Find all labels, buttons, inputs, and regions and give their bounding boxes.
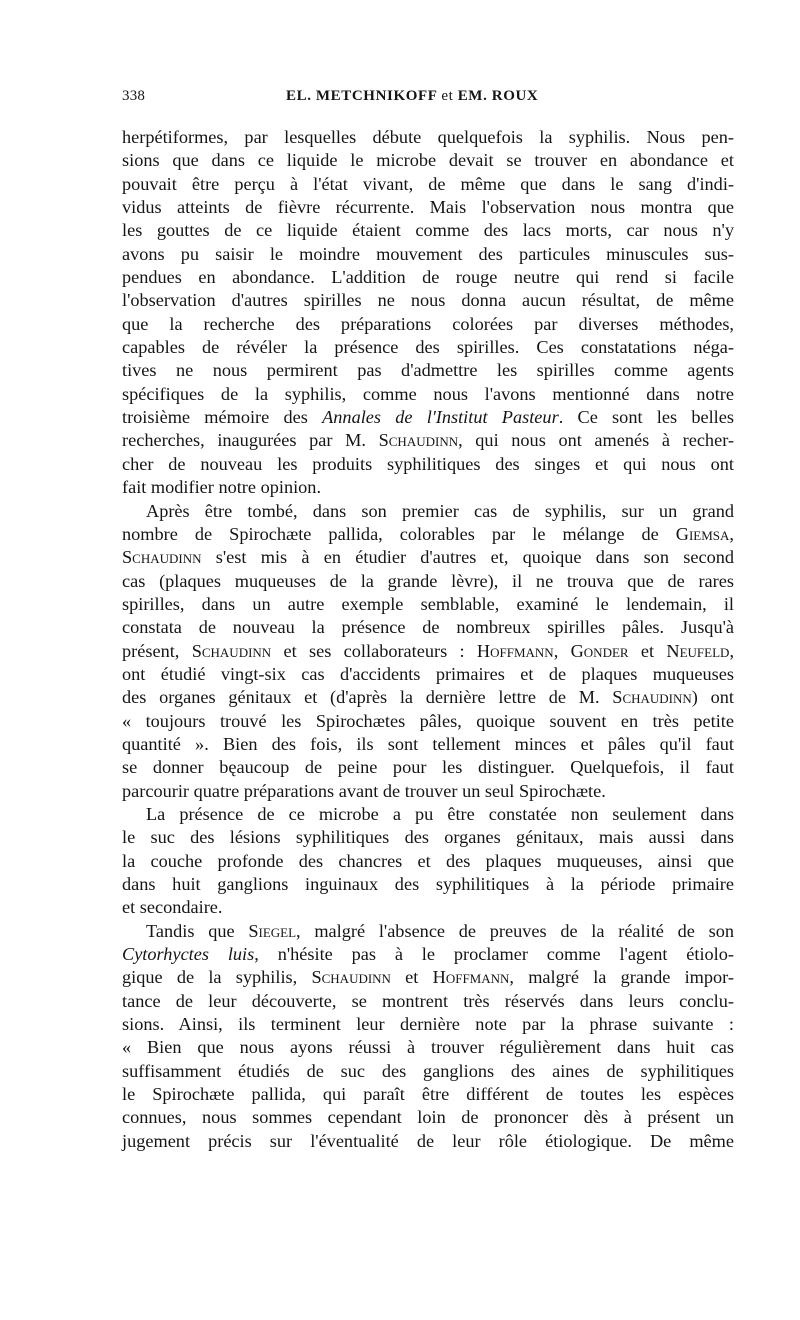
text-line: parcourir quatre préparations avant de trouver un seul Spirochæte.	[122, 780, 606, 801]
author-1: EL. METCHNIKOFF	[286, 88, 437, 104]
paragraph-3	[122, 803, 734, 920]
paragraph-2	[122, 500, 734, 803]
text-line: spirilles, dans un autre exemple semblable, examiné le lendemain, il	[122, 593, 734, 614]
text-line: suffisamment étudiés de suc des ganglions des aines de syphilitiques	[122, 1060, 734, 1081]
text-line: jugement précis sur l'éventualité de leur rôle étiologique. De même	[122, 1130, 734, 1151]
text-line	[122, 546, 734, 569]
text-line: le Spirochæte pallida, qui paraît être différent de toutes les espèces	[122, 1084, 734, 1105]
text-run: ) ont	[691, 687, 734, 708]
person-name: Schaudinn	[612, 687, 692, 708]
person-name: Hoffmann	[476, 640, 554, 661]
text-line	[122, 966, 734, 989]
text-run: des organes génitaux et (d'après la dernière lettre de M.	[122, 687, 613, 708]
text-line: Après être tombé, dans son premier cas de syphilis, sur un grand	[146, 500, 734, 521]
text-line: « Bien que nous ayons réussi à trouver régulièrement dans huit cas	[122, 1037, 734, 1058]
text-line: vidus atteints de fièvre récurrente. Mais l'observation nous montra que	[122, 197, 734, 218]
text-run: et ses collaborateurs :	[271, 640, 477, 661]
text-line	[122, 523, 734, 546]
text-run: recherches, inaugurées par M.	[122, 430, 379, 451]
text-run: , qui nous ont amenés à recher-	[458, 430, 735, 451]
text-line: que la recherche des préparations colorées par diverses méthodes,	[122, 313, 734, 334]
text-run: troisième mémoire des	[122, 407, 323, 428]
text-line: se donner bęaucoup de peine pour les distinguer. Quelquefois, il faut	[122, 757, 734, 778]
page-header	[122, 88, 734, 112]
person-name: Schaudinn	[191, 640, 272, 661]
text-run: . Ce sont les belles	[558, 407, 734, 428]
text-line	[122, 640, 734, 663]
text-run: , malgré l'absence de preuves de la réalité de son	[296, 920, 734, 941]
running-head	[286, 88, 538, 105]
text-run: , n'hésite pas à le proclamer comme l'agent étiolo-	[254, 944, 734, 965]
text-line: spécifiques de la syphilis, comme nous l'avons mentionné dans notre	[122, 383, 734, 404]
text-line: constata de nouveau la présence de nombreux spirilles pâles. Jusqu'à	[122, 617, 734, 638]
text-run: ,	[729, 523, 734, 544]
text-line: le suc des lésions syphilitiques des organes génitaux, mais aussi dans	[122, 827, 734, 848]
text-run: Tandis que	[146, 920, 249, 941]
journal-title: Annales de l'Institut Pasteur	[322, 407, 559, 428]
text-line: avons pu saisir le moindre mouvement des particules minuscules sus-	[122, 243, 734, 264]
text-line: « toujours trouvé les Spirochætes pâles, quoique souvent en très petite	[122, 710, 734, 731]
text-line	[122, 686, 734, 709]
body-text	[122, 126, 734, 1153]
person-name: Hoffmann	[432, 967, 510, 988]
text-line: pouvait être perçu à l'état vivant, de même que dans le sang d'indi-	[122, 173, 734, 194]
text-line: connues, nous sommes cependant loin de prononcer dès à présent un	[122, 1107, 734, 1128]
text-line: tives ne nous permirent pas d'admettre les spirilles comme agents	[122, 360, 734, 381]
text-line: l'observation d'autres spirilles ne nous donna aucun résultat, de même	[122, 290, 734, 311]
text-run: gique de la syphilis,	[122, 967, 312, 988]
text-line: capables de révéler la présence des spirilles. Ces constatations néga-	[122, 337, 734, 358]
text-line: dans huit ganglions inguinaux des syphilitiques à la période primaire	[122, 874, 734, 894]
text-line: fait modifier notre opinion.	[122, 477, 322, 498]
text-run: présent,	[122, 640, 192, 661]
text-run: ,	[729, 640, 735, 661]
text-run: et	[628, 640, 667, 661]
person-name: Giemsa	[675, 523, 730, 544]
text-run: s'est mis à en étudier d'autres et, quoique dans son second	[201, 547, 734, 568]
text-line	[122, 406, 734, 429]
text-line: tance de leur découverte, se montrent très réservés dans leurs conclu-	[122, 990, 734, 1011]
person-name: Schaudinn	[378, 430, 459, 451]
taxon-name: Cytorhyctes luis	[122, 944, 255, 965]
conjunction: et	[441, 88, 454, 104]
person-name: Schaudinn	[311, 967, 391, 988]
text-line: cher de nouveau les produits syphilitiques des singes et qui nous ont	[122, 453, 734, 474]
text-run: et	[390, 967, 433, 988]
text-line	[122, 429, 734, 452]
paragraph-1	[122, 126, 734, 500]
text-line: et secondaire.	[122, 897, 223, 918]
person-name: Gonder	[570, 640, 629, 661]
person-name: Siegel	[248, 920, 297, 941]
person-name: Schaudinn	[122, 547, 202, 568]
person-name: Neufeld	[666, 640, 730, 661]
text-line: quantité ». Bien des fois, ils sont tellement minces et pâles qu'il faut	[122, 733, 734, 754]
text-run: , malgré la grande impor-	[509, 967, 734, 988]
paragraph-4	[122, 920, 734, 1153]
text-run: ,	[553, 640, 571, 661]
text-line: ont étudié vingt-six cas d'accidents primaires et de plaques muqueuses	[122, 663, 734, 684]
page-number: 338	[122, 88, 146, 104]
text-line: sions que dans ce liquide le microbe devait se trouver en abondance et	[122, 150, 734, 171]
text-run: nombre de Spirochæte pallida, colorables par le mélange de	[122, 523, 676, 544]
text-line	[122, 920, 734, 943]
text-line: La présence de ce microbe a pu être constatée non seulement dans	[146, 803, 734, 824]
text-line: la couche profonde des chancres et des plaques muqueuses, ainsi que	[122, 850, 734, 871]
author-2: EM. ROUX	[457, 88, 539, 104]
text-line	[122, 943, 734, 966]
text-line: pendues en abondance. L'addition de rouge neutre qui rend si facile	[122, 267, 734, 288]
text-line: cas (plaques muqueuses de la grande lèvre), il ne trouva que de rares	[122, 570, 734, 591]
text-line: sions. Ainsi, ils terminent leur dernière note par la phrase suivante :	[122, 1014, 734, 1035]
text-line: herpétiformes, par lesquelles débute quelquefois la syphilis. Nous pen-	[122, 127, 734, 147]
text-line: les gouttes de ce liquide étaient comme des lacs morts, car nous n'y	[122, 220, 734, 241]
